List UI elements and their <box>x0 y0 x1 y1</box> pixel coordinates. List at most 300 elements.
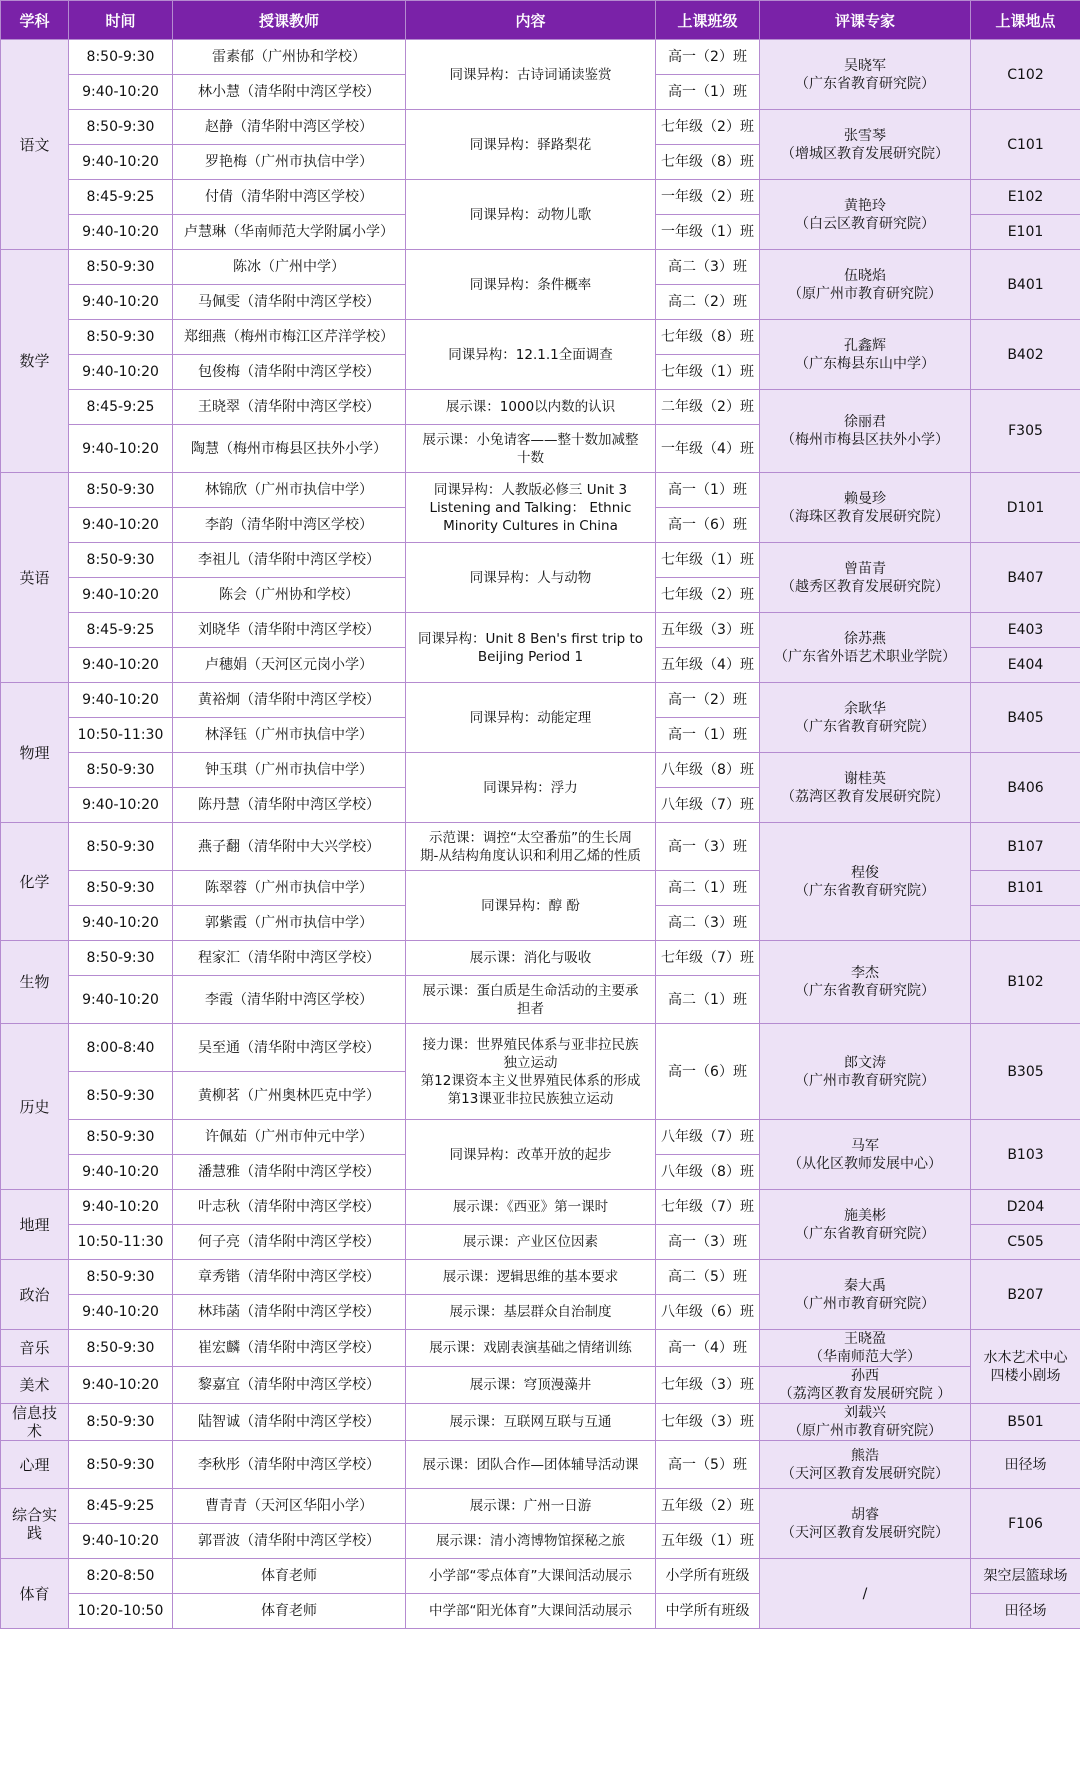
subject-cell: 综合实践 <box>1 1489 69 1559</box>
location-cell: E101 <box>971 215 1080 250</box>
cell-line: B207 <box>1007 1286 1044 1303</box>
location-cell: B101 <box>971 871 1080 906</box>
content-cell <box>406 1120 656 1190</box>
table-body <box>1 40 1080 1629</box>
location-cell <box>971 1441 1080 1489</box>
cell-line: 程俊 <box>851 864 879 881</box>
header-subject: 学科 <box>1 1 69 40</box>
subject-cell: 化学 <box>1 823 69 941</box>
time-cell: 9:40-10:20 <box>69 215 173 250</box>
location-cell <box>971 683 1080 753</box>
time-cell: 8:50-9:30 <box>69 753 173 788</box>
location-cell: 架空层篮球场 <box>971 1559 1080 1594</box>
teacher-cell: 潘慧雅（清华附中湾区学校） <box>173 1155 406 1190</box>
content-cell <box>406 1441 656 1489</box>
table-row <box>1 1441 1080 1489</box>
header-row <box>1 1 1080 40</box>
content-cell <box>406 1367 656 1404</box>
cell-line: 展示课：清小湾博物馆探秘之旅 <box>436 1533 625 1549</box>
cell-line: 展示课：基层群众自治制度 <box>449 1304 612 1320</box>
cell-line: 示范课：调控“太空番茄”的生长周 <box>429 829 632 846</box>
teacher-cell: 何子亮（清华附中湾区学校） <box>173 1225 406 1260</box>
cell-line: 施美彬 <box>844 1207 886 1224</box>
subject-cell: 美术 <box>1 1367 69 1404</box>
cell-line: （广东省教育研究院） <box>795 1225 935 1242</box>
time-cell: 9:40-10:20 <box>69 788 173 823</box>
location-cell <box>971 110 1080 180</box>
expert-cell <box>760 753 971 823</box>
teacher-cell: 刘晓华（清华附中湾区学校） <box>173 613 406 648</box>
time-cell: 9:40-10:20 <box>69 425 173 473</box>
class-cell: 高一（5）班 <box>656 1441 760 1489</box>
time-cell: 9:40-10:20 <box>69 1524 173 1559</box>
expert-cell <box>760 1024 971 1120</box>
location-cell <box>971 753 1080 823</box>
cell-line: 同课异构：动物儿歌 <box>469 206 592 223</box>
class-cell: 七年级（1）班 <box>656 543 760 578</box>
cell-line: 黄艳玲 <box>844 197 886 214</box>
cell-line: B401 <box>1007 276 1044 293</box>
cell-line: 展示课：广州一日游 <box>469 1498 592 1514</box>
cell-line: （荔湾区教育发展研究院） <box>781 788 949 805</box>
cell-line: 展示课：《西亚》第一课时 <box>452 1199 609 1215</box>
cell-line: 同课异构：动能定理 <box>469 709 592 726</box>
class-cell: 七年级（7）班 <box>656 1190 760 1225</box>
time-cell: 8:45-9:25 <box>69 613 173 648</box>
class-cell: 一年级（2）班 <box>656 180 760 215</box>
teacher-cell: 包俊梅（清华附中湾区学校） <box>173 355 406 390</box>
teacher-cell: 黄柳茗（广州奥林匹克中学） <box>173 1072 406 1120</box>
cell-line: 担者 <box>517 1000 544 1017</box>
time-cell: 8:50-9:30 <box>69 40 173 75</box>
expert-cell <box>760 320 971 390</box>
teacher-cell: 卢穗娟（天河区元岗小学） <box>173 648 406 683</box>
class-cell: 高二（3）班 <box>656 906 760 941</box>
class-cell: 中学所有班级 <box>656 1594 760 1629</box>
cell-line: 中学部“阳光体育”大课间活动展示 <box>429 1603 632 1619</box>
expert-cell <box>760 473 971 543</box>
cell-line: 展示课：穹顶漫藻井 <box>469 1377 592 1393</box>
expert-cell <box>760 823 971 941</box>
cell-line: 伍晓焰 <box>844 267 886 284</box>
table-row <box>1 543 1080 578</box>
cell-line: 谢桂英 <box>844 770 886 787</box>
cell-line: （原广州市教育研究院） <box>788 1423 942 1439</box>
location-cell <box>971 1260 1080 1330</box>
class-cell: 高二（2）班 <box>656 285 760 320</box>
cell-line: 同课异构：古诗词诵读鉴赏 <box>449 66 612 83</box>
location-cell <box>971 1404 1080 1441</box>
time-cell: 8:50-9:30 <box>69 1441 173 1489</box>
teacher-cell: 林锦欣（广州市执信中学） <box>173 473 406 508</box>
teacher-cell: 陈丹慧（清华附中湾区学校） <box>173 788 406 823</box>
time-cell: 9:40-10:20 <box>69 75 173 110</box>
class-cell: 七年级（1）班 <box>656 355 760 390</box>
class-cell: 高一（3）班 <box>656 1225 760 1260</box>
teacher-cell: 曹青青（天河区华阳小学） <box>173 1489 406 1524</box>
teacher-cell: 吴至通（清华附中湾区学校） <box>173 1024 406 1072</box>
class-cell: 高一（1）班 <box>656 718 760 753</box>
teacher-cell: 郭晋波（清华附中湾区学校） <box>173 1524 406 1559</box>
cell-line: 同课异构：人教版必修三 Unit 3 <box>433 481 628 498</box>
time-cell: 8:45-9:25 <box>69 390 173 425</box>
time-cell: 8:50-9:30 <box>69 1260 173 1295</box>
class-cell: 七年级（2）班 <box>656 110 760 145</box>
cell-line: F305 <box>1008 423 1043 439</box>
expert-cell <box>760 683 971 753</box>
cell-line: Listening and Talking： Ethnic <box>429 499 632 516</box>
table-row <box>1 1404 1080 1441</box>
cell-line: 孙西 <box>851 1368 879 1384</box>
teacher-cell: 付倩（清华附中湾区学校） <box>173 180 406 215</box>
cell-line: 同课异构：人与动物 <box>469 569 592 586</box>
content-cell <box>406 753 656 823</box>
cell-line: 水木艺术中心 <box>983 1349 1068 1366</box>
cell-line: 徐苏燕 <box>844 630 886 647</box>
time-cell: 9:40-10:20 <box>69 906 173 941</box>
time-cell: 9:40-10:20 <box>69 285 173 320</box>
cell-line: 展示课：小兔请客——整十数加减整 <box>422 431 639 448</box>
class-cell: 高二（1）班 <box>656 871 760 906</box>
teacher-cell: 郑细燕（梅州市梅江区芹洋学校） <box>173 320 406 355</box>
cell-line: / <box>862 1585 868 1602</box>
table-row <box>1 1260 1080 1295</box>
expert-cell <box>760 1120 971 1190</box>
content-cell <box>406 473 656 543</box>
content-cell <box>406 1489 656 1524</box>
location-cell: E102 <box>971 180 1080 215</box>
location-cell <box>971 543 1080 613</box>
cell-line: 展示课：消化与吸收 <box>469 950 592 966</box>
subject-cell: 地理 <box>1 1190 69 1260</box>
expert-cell <box>760 110 971 180</box>
header-content: 内容 <box>406 1 656 40</box>
cell-line: （原广州市教育研究院） <box>788 285 942 302</box>
location-cell <box>971 1330 1080 1404</box>
content-cell <box>406 40 656 110</box>
cell-line: 同课异构：驿路梨花 <box>469 136 592 153</box>
teacher-cell: 林玮菡（清华附中湾区学校） <box>173 1295 406 1330</box>
cell-line: 李杰 <box>851 965 879 981</box>
cell-line: （广东省教育研究院） <box>795 983 935 999</box>
cell-line: （广州市教育研究院） <box>795 1072 935 1089</box>
class-cell: 五年级（3）班 <box>656 613 760 648</box>
cell-line: 田径场 <box>1004 1456 1047 1473</box>
table-row <box>1 823 1080 871</box>
cell-line: （海珠区教育发展研究院） <box>781 508 949 525</box>
header-location: 上课地点 <box>971 1 1080 40</box>
class-cell: 八年级（7）班 <box>656 1120 760 1155</box>
cell-line: 展示课：产业区位因素 <box>463 1234 598 1250</box>
teacher-cell: 罗艳梅（广州市执信中学） <box>173 145 406 180</box>
location-cell: E403 <box>971 613 1080 648</box>
cell-line: 同课异构：改革开放的起步 <box>449 1146 612 1163</box>
cell-line: 展示课：蛋白质是生命活动的主要承 <box>422 982 639 999</box>
location-cell: 田径场 <box>971 1594 1080 1629</box>
subject-cell: 政治 <box>1 1260 69 1330</box>
location-cell: E404 <box>971 648 1080 683</box>
class-cell: 高一（3）班 <box>656 823 760 871</box>
teacher-cell: 体育老师 <box>173 1559 406 1594</box>
content-cell <box>406 180 656 250</box>
cell-line: 余耿华 <box>844 700 886 717</box>
class-cell: 五年级（1）班 <box>656 1524 760 1559</box>
expert-cell <box>760 1489 971 1559</box>
time-cell: 8:50-9:30 <box>69 1120 173 1155</box>
expert-cell <box>760 1441 971 1489</box>
table-row <box>1 110 1080 145</box>
time-cell: 9:40-10:20 <box>69 1190 173 1225</box>
subject-cell: 英语 <box>1 473 69 683</box>
class-cell: 七年级（7）班 <box>656 941 760 976</box>
content-cell <box>406 543 656 613</box>
class-cell: 一年级（4）班 <box>656 425 760 473</box>
location-cell: B107 <box>971 823 1080 871</box>
content-cell <box>406 425 656 473</box>
table-row <box>1 1330 1080 1367</box>
teacher-cell: 崔宏麟（清华附中湾区学校） <box>173 1330 406 1367</box>
class-cell: 高一（4）班 <box>656 1330 760 1367</box>
expert-cell <box>760 613 971 683</box>
teacher-cell: 陈翠蓉（广州市执信中学） <box>173 871 406 906</box>
table-row <box>1 473 1080 508</box>
cell-line: （增城区教育发展研究院） <box>781 145 949 162</box>
teacher-cell: 叶志秋（清华附中湾区学校） <box>173 1190 406 1225</box>
time-cell: 10:50-11:30 <box>69 718 173 753</box>
teacher-cell: 马佩雯（清华附中湾区学校） <box>173 285 406 320</box>
table-row <box>1 941 1080 976</box>
class-cell: 高一（2）班 <box>656 683 760 718</box>
cell-line: Beijing Period 1 <box>477 648 584 665</box>
class-cell: 五年级（4）班 <box>656 648 760 683</box>
header-time: 时间 <box>69 1 173 40</box>
cell-line: 展示课：互联网互联与互通 <box>449 1414 612 1430</box>
cell-line: 孔鑫辉 <box>844 337 886 354</box>
cell-line: （天河区教育发展研究院） <box>781 1524 949 1541</box>
expert-cell <box>760 390 971 473</box>
location-cell <box>971 40 1080 110</box>
time-cell: 8:00-8:40 <box>69 1024 173 1072</box>
table-row <box>1 1489 1080 1524</box>
content-cell <box>406 1024 656 1120</box>
teacher-cell: 陆智诚（清华附中湾区学校） <box>173 1404 406 1441</box>
class-cell: 八年级（8）班 <box>656 1155 760 1190</box>
content-cell <box>406 613 656 683</box>
content-cell <box>406 871 656 941</box>
table-row <box>1 180 1080 215</box>
cell-line: 同课异构：Unit 8 Ben's first trip to <box>418 630 643 647</box>
cell-line: （广东省教育研究院） <box>795 75 935 92</box>
teacher-cell: 燕子翻（清华附中大兴学校） <box>173 823 406 871</box>
time-cell: 9:40-10:20 <box>69 508 173 543</box>
table-row <box>1 1559 1080 1594</box>
time-cell: 9:40-10:20 <box>69 648 173 683</box>
class-cell: 七年级（3）班 <box>656 1404 760 1441</box>
table-row <box>1 1120 1080 1155</box>
location-cell <box>971 320 1080 390</box>
cell-line: 胡睿 <box>851 1506 879 1523</box>
cell-line: 展示课：戏剧表演基础之情绪训练 <box>429 1340 632 1356</box>
cell-line: 同课异构：醇 酚 <box>481 897 580 914</box>
cell-line: 赖曼珍 <box>844 490 886 507</box>
class-cell: 高一（1）班 <box>656 473 760 508</box>
location-cell <box>971 1120 1080 1190</box>
time-cell: 9:40-10:20 <box>69 145 173 180</box>
cell-line: （广东省外语艺术职业学院） <box>774 648 956 665</box>
class-cell: 高一（2）班 <box>656 40 760 75</box>
table-row <box>1 683 1080 718</box>
table-row <box>1 1024 1080 1072</box>
content-cell <box>406 1225 656 1260</box>
location-cell <box>971 941 1080 1024</box>
class-cell: 八年级（7）班 <box>656 788 760 823</box>
content-cell <box>406 1295 656 1330</box>
subject-cell: 物理 <box>1 683 69 823</box>
content-cell <box>406 390 656 425</box>
content-cell <box>406 683 656 753</box>
subject-cell: 数学 <box>1 250 69 473</box>
cell-line: B501 <box>1007 1414 1044 1430</box>
cell-line: 同课异构：条件概率 <box>469 276 592 293</box>
class-cell: 小学所有班级 <box>656 1559 760 1594</box>
table-row <box>1 1190 1080 1225</box>
content-cell <box>406 250 656 320</box>
cell-line: 十数 <box>517 449 544 466</box>
subject-cell: 音乐 <box>1 1330 69 1367</box>
location-cell <box>971 473 1080 543</box>
cell-line: 期-从结构角度认识和利用乙烯的性质 <box>420 847 641 864</box>
content-cell <box>406 320 656 390</box>
cell-line: B402 <box>1007 346 1044 363</box>
class-cell: 五年级（2）班 <box>656 1489 760 1524</box>
teacher-cell: 程家汇（清华附中湾区学校） <box>173 941 406 976</box>
teacher-cell: 王晓翠（清华附中湾区学校） <box>173 390 406 425</box>
time-cell: 8:50-9:30 <box>69 823 173 871</box>
cell-line: 马军 <box>851 1137 879 1154</box>
expert-cell <box>760 180 971 250</box>
cell-line: B405 <box>1007 709 1044 726</box>
teacher-cell: 陶慧（梅州市梅县区扶外小学） <box>173 425 406 473</box>
time-cell: 8:20-8:50 <box>69 1559 173 1594</box>
expert-cell <box>760 543 971 613</box>
table-row <box>1 320 1080 355</box>
content-cell <box>406 1524 656 1559</box>
location-cell <box>971 250 1080 320</box>
content-cell <box>406 1190 656 1225</box>
subject-cell: 生物 <box>1 941 69 1024</box>
expert-cell <box>760 1190 971 1260</box>
cell-line: C101 <box>1007 136 1044 153</box>
location-cell: D204 <box>971 1190 1080 1225</box>
teacher-cell: 陈会（广州协和学校） <box>173 578 406 613</box>
content-cell <box>406 1404 656 1441</box>
cell-line: 同课异构：浮力 <box>483 779 578 796</box>
subject-cell: 体育 <box>1 1559 69 1629</box>
expert-cell <box>760 1330 971 1367</box>
table-row <box>1 250 1080 285</box>
teacher-cell: 李祖儿（清华附中湾区学校） <box>173 543 406 578</box>
time-cell: 8:50-9:30 <box>69 871 173 906</box>
class-cell: 高一（6）班 <box>656 508 760 543</box>
time-cell: 8:50-9:30 <box>69 473 173 508</box>
class-cell: 二年级（2）班 <box>656 390 760 425</box>
cell-line: 同课异构：12.1.1全面调查 <box>448 346 613 363</box>
expert-cell <box>760 1367 971 1404</box>
cell-line: 展示课：逻辑思维的基本要求 <box>442 1269 619 1285</box>
cell-line: 刘载兴 <box>844 1405 886 1421</box>
cell-line: （越秀区教育发展研究院） <box>781 578 949 595</box>
time-cell: 10:50-11:30 <box>69 1225 173 1260</box>
cell-line: 张雪琴 <box>844 127 886 144</box>
content-cell <box>406 823 656 871</box>
time-cell: 8:50-9:30 <box>69 250 173 285</box>
time-cell: 9:40-10:20 <box>69 1367 173 1404</box>
cell-line: B407 <box>1007 569 1044 586</box>
expert-cell <box>760 1404 971 1441</box>
location-cell <box>971 390 1080 473</box>
time-cell: 8:50-9:30 <box>69 543 173 578</box>
expert-cell <box>760 1260 971 1330</box>
subject-cell: 历史 <box>1 1024 69 1190</box>
class-cell: 高一（6）班 <box>656 1024 760 1120</box>
teacher-cell: 许佩茹（广州市仲元中学） <box>173 1120 406 1155</box>
class-cell: 七年级（3）班 <box>656 1367 760 1404</box>
content-cell <box>406 110 656 180</box>
teacher-cell: 黎嘉宜（清华附中湾区学校） <box>173 1367 406 1404</box>
class-cell: 高一（1）班 <box>656 75 760 110</box>
location-cell <box>971 1024 1080 1120</box>
cell-line: （华南师范大学） <box>809 1349 921 1365</box>
cell-line: 秦大禹 <box>844 1277 886 1294</box>
time-cell: 9:40-10:20 <box>69 1295 173 1330</box>
time-cell: 8:50-9:30 <box>69 1330 173 1367</box>
class-cell: 高二（1）班 <box>656 976 760 1024</box>
time-cell: 8:50-9:30 <box>69 1404 173 1441</box>
time-cell: 8:50-9:30 <box>69 110 173 145</box>
teacher-cell: 卢慧琳（华南师范大学附属小学） <box>173 215 406 250</box>
expert-cell <box>760 941 971 1024</box>
cell-line: 王晓盈 <box>844 1331 886 1347</box>
cell-line: 展示课：1000以内数的认识 <box>445 399 616 415</box>
table-row <box>1 753 1080 788</box>
content-cell <box>406 1260 656 1295</box>
subject-cell: 信息技术 <box>1 1404 69 1441</box>
time-cell: 9:40-10:20 <box>69 976 173 1024</box>
time-cell: 8:50-9:30 <box>69 1072 173 1120</box>
cell-line: （广东省教育研究院） <box>795 718 935 735</box>
table-row <box>1 390 1080 425</box>
teacher-cell: 陈冰（广州中学） <box>173 250 406 285</box>
class-cell: 高二（5）班 <box>656 1260 760 1295</box>
cell-line: 第13课亚非拉民族独立运动 <box>447 1090 614 1107</box>
header-expert: 评课专家 <box>760 1 971 40</box>
time-cell: 9:40-10:20 <box>69 683 173 718</box>
teacher-cell: 钟玉琪（广州市执信中学） <box>173 753 406 788</box>
table-row <box>1 613 1080 648</box>
cell-line: 小学部“零点体育”大课间活动展示 <box>429 1568 632 1584</box>
cell-line: （广东省教育研究院） <box>795 882 935 899</box>
teacher-cell: 雷素郁（广州协和学校） <box>173 40 406 75</box>
cell-line: （白云区教育研究院） <box>795 215 935 232</box>
table-header <box>1 1 1080 40</box>
time-cell: 8:50-9:30 <box>69 320 173 355</box>
class-cell: 八年级（8）班 <box>656 753 760 788</box>
subject-cell: 心理 <box>1 1441 69 1489</box>
time-cell: 8:50-9:30 <box>69 941 173 976</box>
subject-cell: 语文 <box>1 40 69 250</box>
content-cell <box>406 1559 656 1594</box>
class-cell: 七年级（2）班 <box>656 578 760 613</box>
